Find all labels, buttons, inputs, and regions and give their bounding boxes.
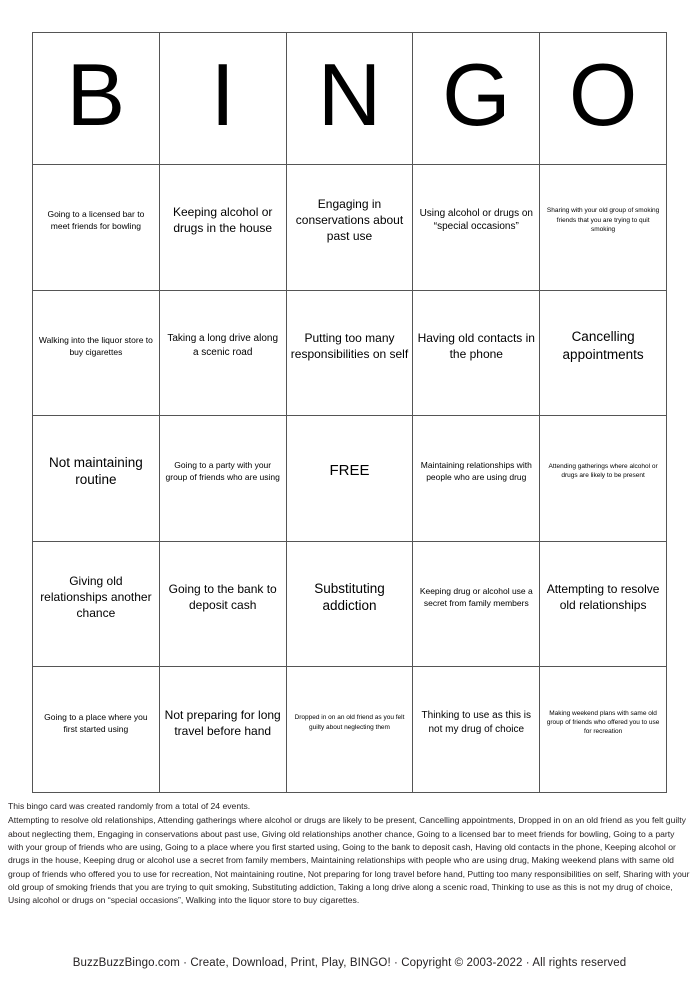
bingo-cell[interactable]: [287, 667, 414, 792]
bingo-cell-text: Substituting addiction: [314, 580, 385, 614]
bingo-header-cell-g: [413, 33, 540, 164]
bingo-cell-text: Having old contacts in the phone: [417, 330, 535, 361]
bingo-cell-text: Keeping drug or alcohol use a secret from family members: [419, 586, 533, 609]
bingo-cell[interactable]: [287, 165, 414, 290]
bingo-cell[interactable]: [287, 542, 414, 667]
bingo-cell[interactable]: [33, 542, 160, 667]
bingo-cell-text: Engaging in conservations about past use: [295, 197, 404, 244]
card-description-event-list: Attempting to resolve old relationships, Attending gatherings where alcohol or drugs are likely to be present, Cancelling appointments, Dropped in on an old friend as you felt guilty about neglecting them, Engaging in conservations about past use, Giving old relationships another chance, Going to a licensed bar to meet friends for bowling, Going to a party with your group of friends who are using, Going to a place where you first started using, Going to the bank to deposit cash, Having old contacts in the phone, Keeping alcohol or drugs in the house, Keeping drug or alcohol use a secret from family members, Maintaining relationships with people who are using drug, Making weekend plans with same old group of friends who offered you to use for recreation, Not maintaining routine, Not preparing for long travel before hand, Putting too many responsibilities on self, Sharing with your old group of smoking friends that you are trying to quit smoking, Substituting addiction, Taking a long drive along a scenic road, Thinking to use as this is not my drug of choice, Using alcohol or drugs on “special occasions”, Walking into the liquor store to buy cigarettes.: [8, 815, 690, 906]
bingo-card: [32, 32, 667, 793]
bingo-cell[interactable]: [540, 291, 666, 416]
bingo-cell-text: Taking a long drive along a scenic road: [167, 333, 279, 358]
bingo-letter-i: I: [210, 44, 235, 144]
bingo-cell-text: Attempting to resolve old relationships: [546, 582, 660, 613]
bingo-letter-o: O: [568, 44, 638, 144]
bingo-header-cell-o: [540, 33, 666, 164]
bingo-free-space-label: FREE: [329, 462, 370, 480]
bingo-cell-free[interactable]: [287, 416, 414, 541]
bingo-cell-text: Going to a party with your group of friends who are using: [165, 460, 280, 483]
bingo-cell-text: Using alcohol or drugs on “special occasions”: [419, 207, 533, 233]
bingo-cell-text: Going to the bank to deposit cash: [168, 582, 277, 613]
bingo-cell[interactable]: [540, 416, 666, 541]
bingo-header-row: [33, 33, 666, 164]
bingo-cell-text: Going to a licensed bar to meet friends for bowling: [47, 209, 145, 232]
card-description: [8, 800, 692, 908]
bingo-cell-text: Attending gatherings where alcohol or drugs are likely to be present: [548, 463, 658, 480]
bingo-cell[interactable]: [160, 667, 287, 792]
bingo-cell[interactable]: [287, 291, 414, 416]
bingo-row: [33, 667, 666, 792]
bingo-cell[interactable]: [160, 416, 287, 541]
bingo-cell-text: Not maintaining routine: [48, 454, 143, 488]
bingo-cell[interactable]: [33, 667, 160, 792]
bingo-cell[interactable]: [160, 542, 287, 667]
bingo-cell[interactable]: [413, 542, 540, 667]
bingo-letter-b: B: [66, 44, 126, 144]
bingo-cell[interactable]: [413, 667, 540, 792]
bingo-cell-text: Putting too many responsibilities on self: [290, 330, 409, 361]
bingo-cell[interactable]: [540, 165, 666, 290]
bingo-row: [33, 291, 666, 417]
bingo-cell-text: Walking into the liquor store to buy cigarettes: [38, 334, 153, 357]
bingo-cell[interactable]: [413, 416, 540, 541]
bingo-row: [33, 416, 666, 542]
bingo-letter-n: N: [317, 44, 382, 144]
bingo-header-cell-b: [33, 33, 160, 164]
bingo-grid: [33, 164, 666, 792]
bingo-cell[interactable]: [160, 291, 287, 416]
bingo-cell-text: Cancelling appointments: [562, 329, 644, 362]
card-description-summary: This bingo card was created randomly from a total of 24 events.: [8, 801, 251, 811]
bingo-cell[interactable]: [413, 165, 540, 290]
bingo-cell[interactable]: [413, 291, 540, 416]
bingo-cell-text: Giving old relationships another chance: [40, 573, 152, 621]
bingo-row: [33, 542, 666, 668]
bingo-header-cell-i: [160, 33, 287, 164]
bingo-row: [33, 165, 666, 291]
bingo-cell-text: Going to a place where you first started using: [44, 711, 148, 734]
bingo-cell-text: Making weekend plans with same old group of friends who offered you to use for recreation: [546, 709, 660, 736]
bingo-cell-text: Keeping alcohol or drugs in the house: [172, 205, 273, 236]
bingo-cell-text: Thinking to use as this is not my drug of choice: [421, 709, 532, 735]
bingo-cell-text: Not preparing for long travel before hand: [164, 707, 281, 738]
bingo-cell-text: Sharing with your old group of smoking friends that you are trying to quit smoking: [546, 207, 660, 233]
bingo-cell[interactable]: [160, 165, 287, 290]
bingo-cell[interactable]: [540, 667, 666, 792]
bingo-cell[interactable]: [33, 291, 160, 416]
copyright-footer: BuzzBuzzBingo.com · Create, Download, Print, Play, BINGO! · Copyright © 2003-2022 · All rights reserved: [72, 957, 627, 969]
bingo-letter-g: G: [442, 44, 511, 144]
bingo-cell[interactable]: [33, 416, 160, 541]
bingo-header-cell-n: [287, 33, 414, 164]
bingo-cell[interactable]: [33, 165, 160, 290]
bingo-cell-text: Dropped in on an old friend as you felt guilty about neglecting them: [294, 714, 405, 731]
bingo-cell[interactable]: [540, 542, 666, 667]
bingo-cell-text: Maintaining relationships with people who are using drug: [420, 460, 532, 483]
